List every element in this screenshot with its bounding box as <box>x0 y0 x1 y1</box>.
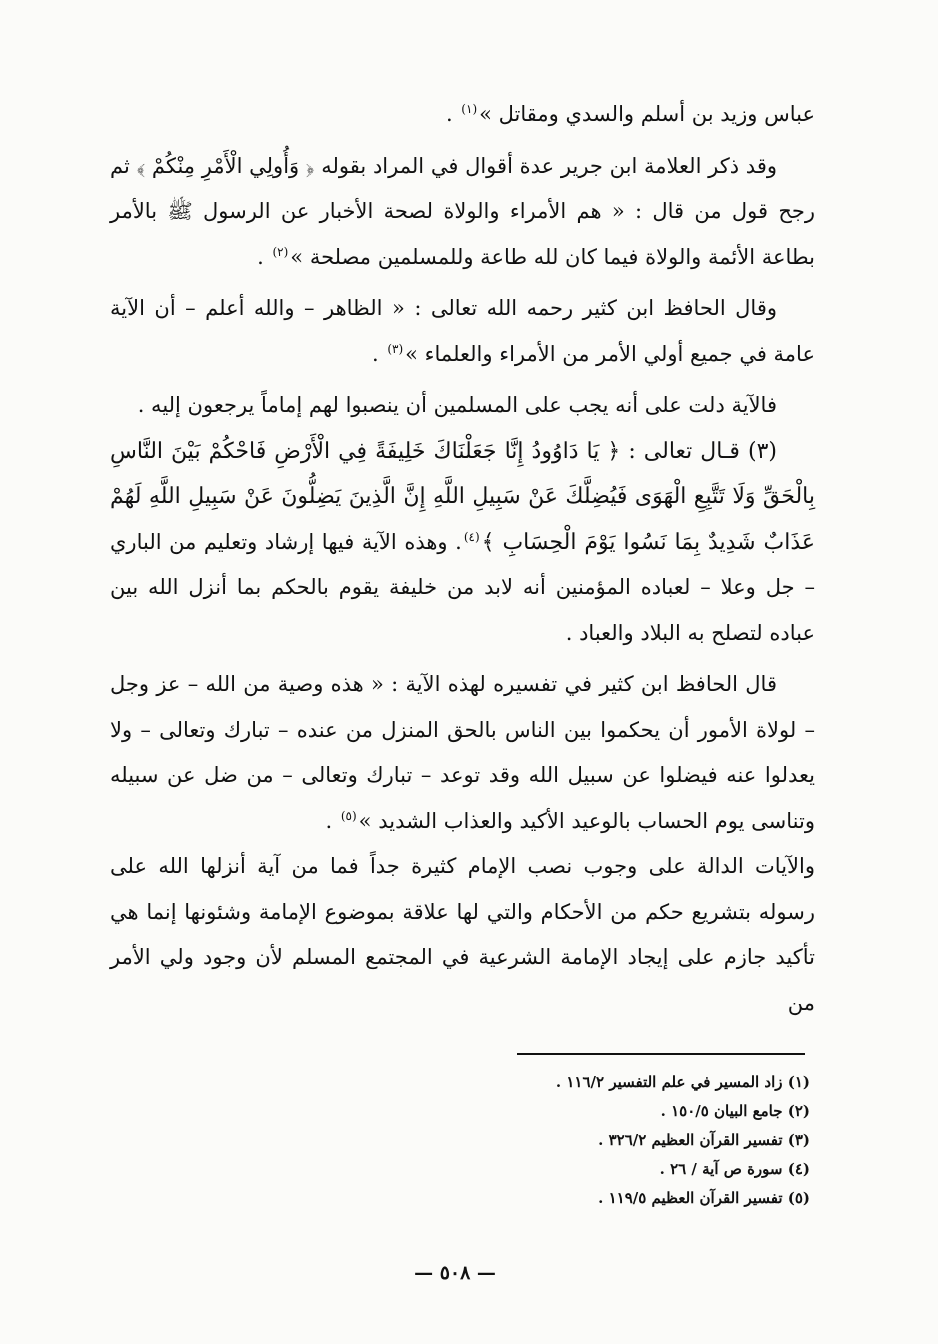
footnote-2: (٢) جامع البيان ١٥٠/٥ . <box>660 1102 810 1120</box>
paragraph-6: قال الحافظ ابن كثير في تفسيره لهذه الآية : « هذه وصية من الله – عز وجل – لولاة الأمور أن يحكموا بين الناس بالحق المنزل من عنده – تبارك وتعالى – ولا يعدلوا عنه فيضلوا عن سبيل الله وقد توعد – تبارك وتعالى – من ضل عن سبيله وتناسى يوم الحساب بالوعيد الأكيد والعذاب الشديد »$^{(٥)}$ . <box>110 672 815 833</box>
footnote-3: (٣) تفسير القرآن العظيم ٣٢٦/٢ . <box>598 1131 810 1149</box>
body-text <box>110 92 815 1026</box>
footnote-marker-1: (١) <box>461 102 478 116</box>
footnote-1: (١) زاد المسير في علم التفسير ١١٦/٢ . <box>555 1073 810 1091</box>
page-number: — ٥٠٨ — <box>414 1262 496 1284</box>
footnotes <box>300 1068 810 1213</box>
footnote-4: (٤) سورة ص آية / ٢٦ . <box>659 1160 810 1178</box>
footnote-separator <box>517 1053 805 1055</box>
footnote-marker-4: (٤) <box>463 529 480 544</box>
footnote-5: (٥) تفسير القرآن العظيم ١١٩/٥ . <box>598 1189 810 1207</box>
paragraph-3: وقال الحافظ ابن كثير رحمه الله تعالى : « الظاهر – والله أعلم – أن الآية عامة في جميع أولي الأمر من الأمراء والعلماء »$^{(٣)}$ . <box>110 296 815 366</box>
paragraph-7: والآيات الدالة على وجوب نصب الإمام كثيرة جداً فما من آية أنزلها الله على رسوله بتشريع حكم من الأحكام والتي لها علاقة بموضوع الإمامة وشئونها إنما هي تأكيد جازم على إيجاد الإمامة الشرعية في المجتمع المسلم لأن وجود ولي الأمر من <box>110 854 815 1015</box>
paragraph-2: وقد ذكر العلامة ابن جرير عدة أقوال في المراد بقوله ﴿ وَأُولِي الْأَمْرِ مِنْكُمْ ﴾ ثم رجح قول من قال : « هم الأمراء والولاة لصحة الأخبار عن الرسول ﷺ بالأمر بطاعة الأئمة والولاة فيما كان لله طاعة وللمسلمين مصلحة »$^{(٢)}$ . <box>110 153 815 269</box>
paragraph-1: عباس وزيد بن أسلم والسدي ومقاتل »$^{(١)}$ . <box>445 102 815 126</box>
footnote-marker-2: (٢) <box>272 244 289 259</box>
footnote-marker-3: (٣) <box>387 341 404 356</box>
paragraph-4: فالآية دلت على أنه يجب على المسلمين أن ينصبوا لهم إماماً يرجعون إليه . <box>137 393 777 417</box>
footnote-marker-5: (٥) <box>340 808 357 823</box>
paragraph-5: (٣) قـال تعالى : ﴿ يَا دَاوُودُ إِنَّا جَعَلْنَاكَ خَلِيفَةً فِي الْأَرْضِ فَاحْكُمْ بَيْنَ النَّاسِ بِالْحَقِّ وَلَا تَتَّبِعِ الْهَوَى فَيُضِلَّكَ عَنْ سَبِيلِ اللَّهِ إِنَّ الَّذِينَ يَضِلُّونَ عَنْ سَبِيلِ اللَّهِ لَهُمْ عَذَابٌ شَدِيدٌ بِمَا نَسُوا يَوْمَ الْحِسَابِ ﴾$^{(٤)}$. وهذه الآية فيها إرشاد وتعليم من الباري – جل وعلا – لعباده المؤمنين أنه لابد من خليفة يقوم بالحكم بما أنزل الله بين عباده لتصلح به البلاد والعباد . <box>110 438 816 645</box>
quran-verse: (٣) قـال تعالى : ﴿ يَا دَاوُودُ إِنَّا جَعَلْنَاكَ خَلِيفَةً فِي الْأَرْضِ فَاحْكُمْ بَيْنَ النَّاسِ بِالْحَقِّ وَلَا تَتَّبِعِ الْهَوَى فَيُضِلَّكَ عَنْ سَبِيلِ اللَّهِ إِنَّ الَّذِينَ يَضِلُّونَ عَنْ سَبِيلِ اللَّهِ لَهُمْ عَذَابٌ شَدِيدٌ بِمَا نَسُوا يَوْمَ الْحِسَابِ ﴾ <box>110 438 816 555</box>
